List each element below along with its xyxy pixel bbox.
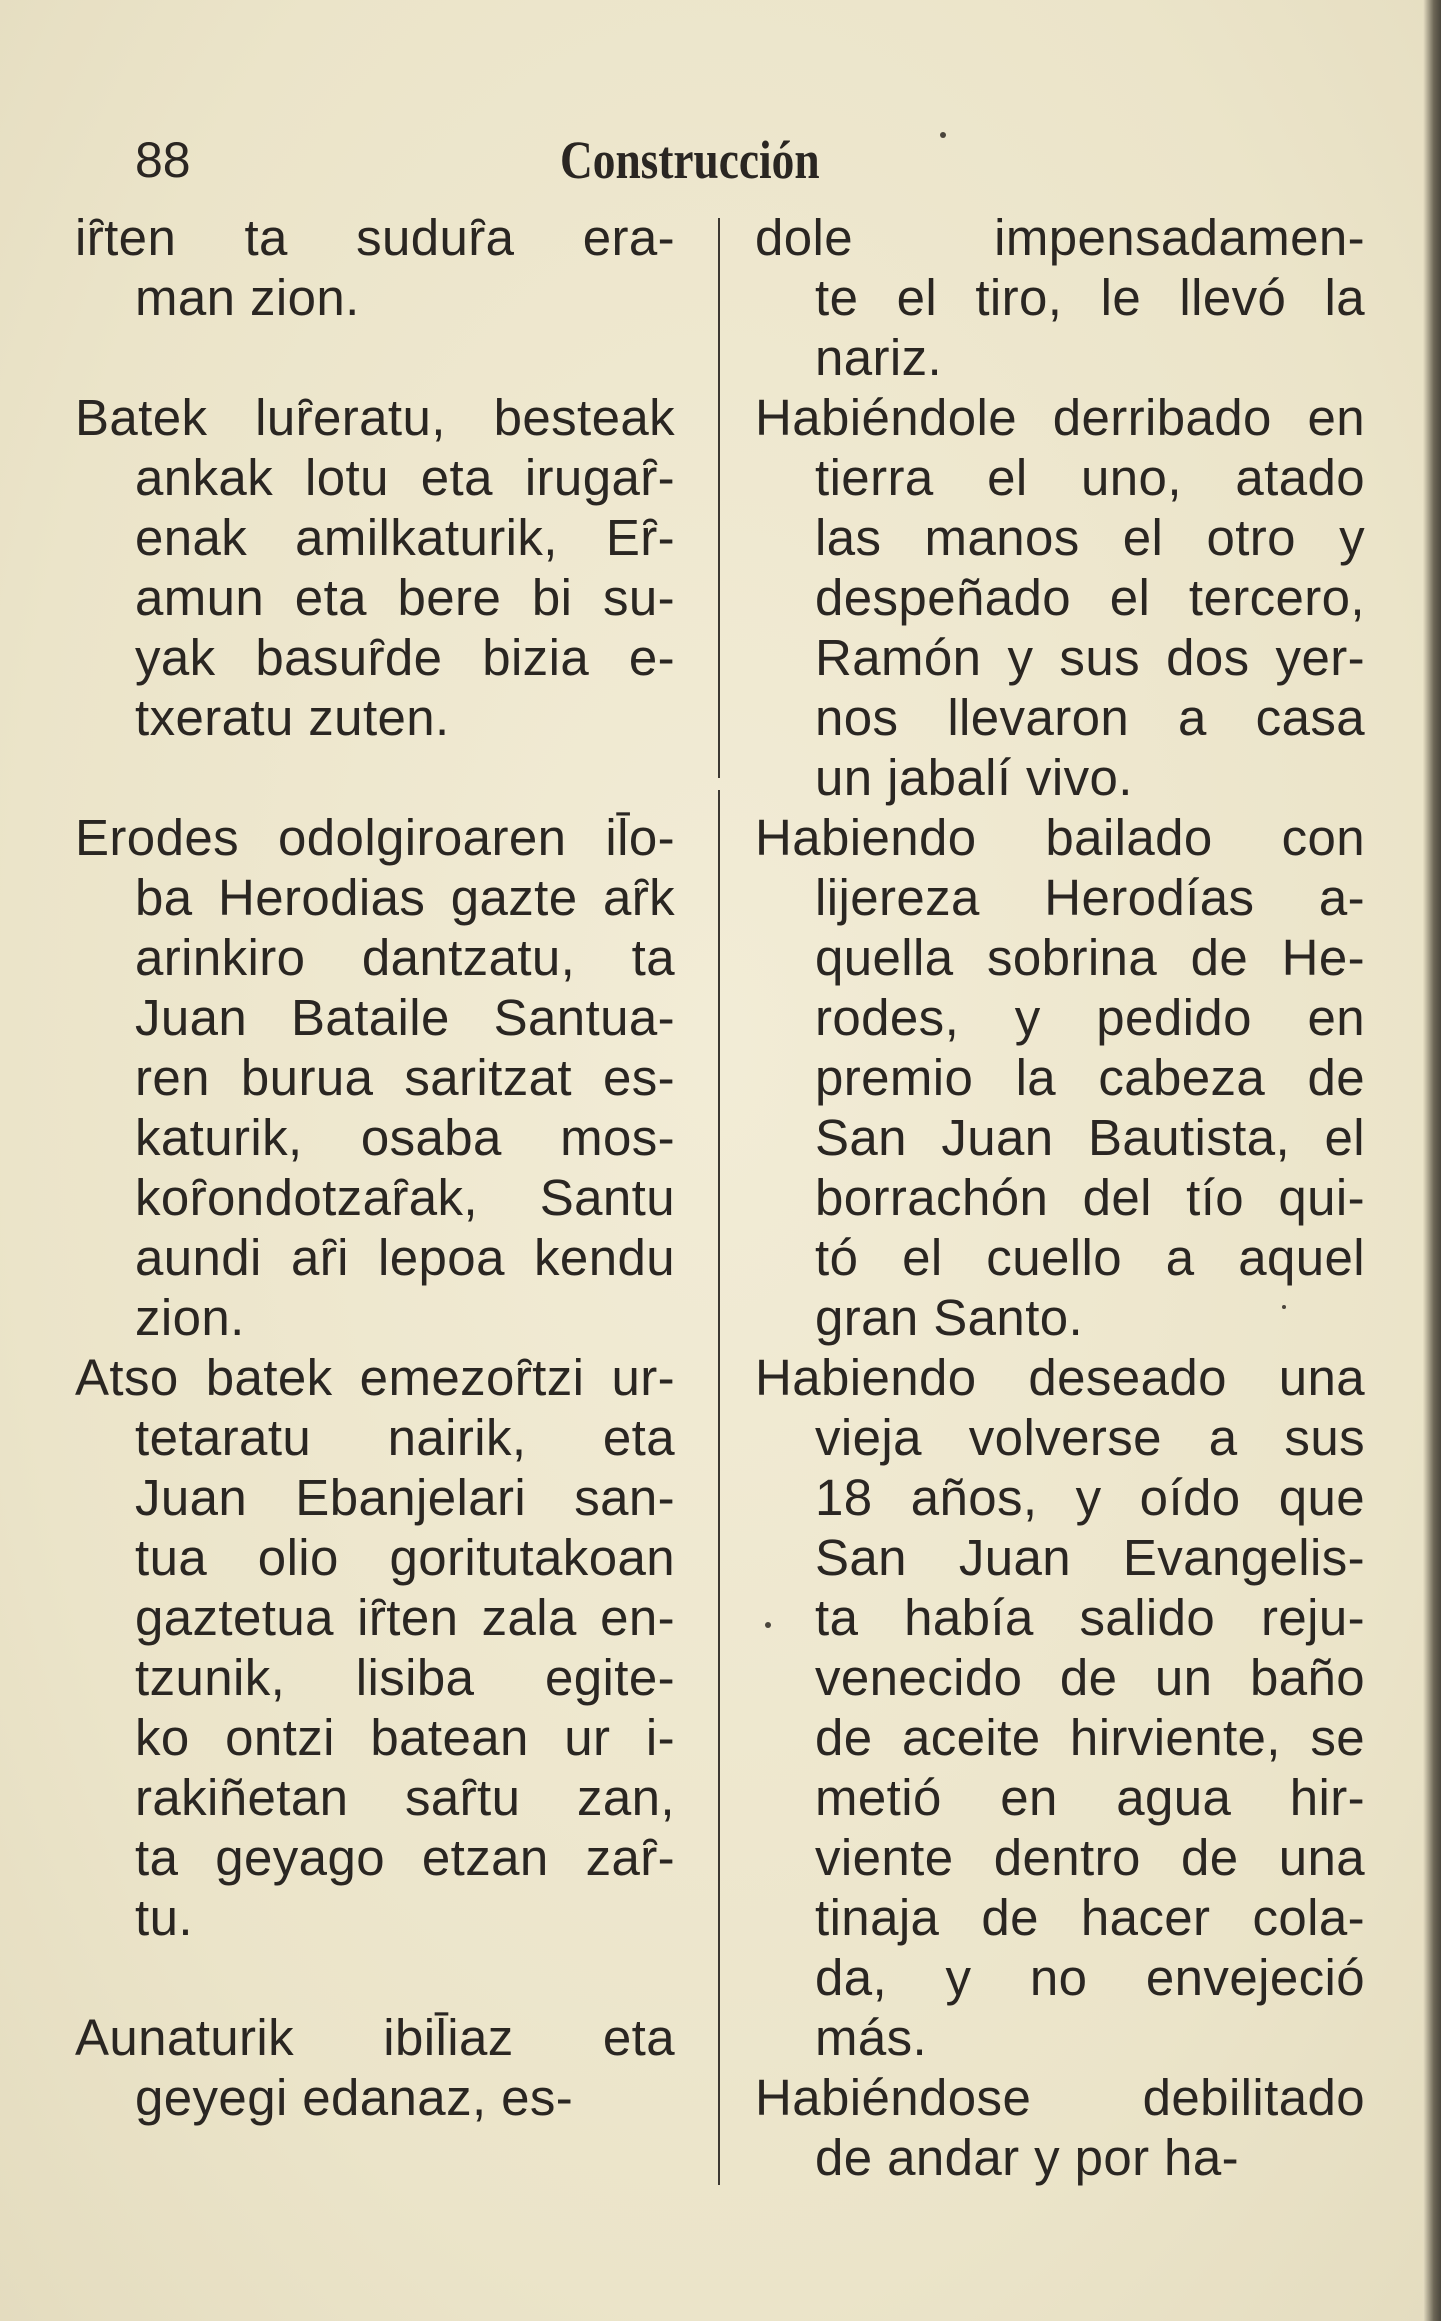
spanish-text-line: un jabalí vivo. bbox=[815, 749, 1133, 806]
basque-text-line: Juan Bataile Santua- bbox=[135, 989, 675, 1046]
spanish-text-line: viente dentro de una bbox=[815, 1829, 1365, 1886]
spanish-text-line: dole impensadamen- bbox=[755, 209, 1365, 266]
basque-text-line: tzunik, lisiba egite- bbox=[135, 1649, 675, 1706]
print-speck bbox=[1282, 1305, 1286, 1309]
basque-text-line: man zion. bbox=[135, 269, 360, 326]
basque-column bbox=[75, 208, 675, 2128]
paragraph-gap bbox=[75, 328, 675, 388]
spanish-paragraph bbox=[755, 808, 1365, 1348]
spanish-text-line: venecido de un baño bbox=[815, 1649, 1365, 1706]
spanish-paragraph bbox=[755, 388, 1365, 808]
spanish-text-line: de aceite hirviente, se bbox=[815, 1709, 1365, 1766]
basque-text-line: Aunaturik ibil̄iaz eta bbox=[75, 2009, 675, 2066]
page-edge-shadow bbox=[1423, 0, 1441, 2321]
spanish-text-line: las manos el otro y bbox=[815, 509, 1365, 566]
basque-text-line: Juan Ebanjelari san- bbox=[135, 1469, 675, 1526]
basque-text-line: tetaratu nairik, eta bbox=[135, 1409, 675, 1466]
print-speck bbox=[940, 132, 946, 138]
page-header bbox=[135, 130, 875, 190]
spanish-column bbox=[755, 208, 1365, 2188]
spanish-text-line: nariz. bbox=[815, 329, 943, 386]
spanish-text-line: quella sobrina de He- bbox=[815, 929, 1365, 986]
spanish-text-line: 18 años, y oído que bbox=[815, 1469, 1365, 1526]
page-number: 88 bbox=[135, 132, 191, 188]
basque-paragraph bbox=[75, 808, 675, 1348]
basque-text-line: ta geyago etzan zaȓ- bbox=[135, 1829, 675, 1886]
spanish-text-line: despeñado el tercero, bbox=[815, 569, 1365, 626]
basque-paragraph bbox=[75, 2008, 675, 2128]
basque-text-line: txeratu zuten. bbox=[135, 689, 450, 746]
spanish-text-line: tó el cuello a aquel bbox=[815, 1229, 1365, 1286]
spanish-text-line: gran Santo. bbox=[815, 1289, 1084, 1346]
basque-text-line: ren burua saritzat es- bbox=[135, 1049, 675, 1106]
basque-text-line: Erodes odolgiroaren il̄o- bbox=[75, 809, 675, 866]
spanish-text-line: premio la cabeza de bbox=[815, 1049, 1365, 1106]
basque-text-line: tu. bbox=[135, 1889, 193, 1946]
spanish-text-line: borrachón del tío qui- bbox=[815, 1169, 1365, 1226]
basque-paragraph bbox=[75, 388, 675, 748]
basque-text-line: geyegi edanaz, es- bbox=[135, 2069, 574, 2126]
basque-text-line: katurik, osaba mos- bbox=[135, 1109, 675, 1166]
spanish-text-line: tinaja de hacer cola- bbox=[815, 1889, 1365, 1946]
spanish-text-line: te el tiro, le llevó la bbox=[815, 269, 1365, 326]
spanish-text-line: San Juan Bautista, el bbox=[815, 1109, 1365, 1166]
spanish-text-line: de andar y por ha- bbox=[815, 2129, 1239, 2186]
basque-text-line: iȓten ta suduȓa era- bbox=[75, 209, 675, 266]
spanish-text-line: tierra el uno, atado bbox=[815, 449, 1365, 506]
basque-text-line: Atso batek emezoȓtzi ur- bbox=[75, 1349, 675, 1406]
paragraph-gap bbox=[75, 748, 675, 808]
basque-text-line: rakiñetan saȓtu zan, bbox=[135, 1769, 675, 1826]
paragraph-gap bbox=[75, 1948, 675, 2008]
spanish-text-line: lijereza Herodías a- bbox=[815, 869, 1365, 926]
spanish-text-line: Habiéndose debilitado bbox=[755, 2069, 1365, 2126]
spanish-text-line: Habiéndole derribado en bbox=[755, 389, 1365, 446]
basque-text-line: tua olio goritutakoan bbox=[135, 1529, 675, 1586]
running-title: Construcción bbox=[560, 130, 820, 190]
basque-text-line: aundi aȓi lepoa kendu bbox=[135, 1229, 675, 1286]
basque-text-line: ko ontzi batean ur i- bbox=[135, 1709, 675, 1766]
spanish-text-line: Ramón y sus dos yer- bbox=[815, 629, 1365, 686]
spanish-paragraph bbox=[755, 208, 1365, 388]
spanish-text-line: ta había salido reju- bbox=[815, 1589, 1365, 1646]
spanish-text-line: vieja volverse a sus bbox=[815, 1409, 1365, 1466]
spanish-text-line: rodes, y pedido en bbox=[815, 989, 1365, 1046]
basque-paragraph bbox=[75, 1348, 675, 1948]
basque-text-line: amun eta bere bi su- bbox=[135, 569, 675, 626]
basque-text-line: zion. bbox=[135, 1289, 245, 1346]
basque-paragraph bbox=[75, 208, 675, 328]
spanish-text-line: San Juan Evangelis- bbox=[815, 1529, 1365, 1586]
basque-text-line: yak basuȓde bizia e- bbox=[135, 629, 675, 686]
spanish-text-line: Habiendo deseado una bbox=[755, 1349, 1365, 1406]
spanish-text-line: Habiendo bailado con bbox=[755, 809, 1365, 866]
spanish-text-line: metió en agua hir- bbox=[815, 1769, 1365, 1826]
spanish-text-line: más. bbox=[815, 2009, 928, 2066]
basque-text-line: ba Herodias gazte aȓk bbox=[135, 869, 675, 926]
basque-text-line: arinkiro dantzatu, ta bbox=[135, 929, 675, 986]
basque-text-line: koȓondotzaȓak, Santu bbox=[135, 1169, 675, 1226]
basque-text-line: gaztetua iȓten zala en- bbox=[135, 1589, 675, 1646]
spanish-paragraph bbox=[755, 2068, 1365, 2188]
print-speck bbox=[765, 1622, 771, 1628]
basque-text-line: Batek luȓeratu, besteak bbox=[75, 389, 675, 446]
spanish-paragraph bbox=[755, 1348, 1365, 2068]
column-divider-lower bbox=[718, 790, 720, 2185]
basque-text-line: enak amilkaturik, Eȓ- bbox=[135, 509, 675, 566]
basque-text-line: ankak lotu eta irugaȓ- bbox=[135, 449, 675, 506]
column-divider-upper bbox=[718, 218, 720, 778]
spanish-text-line: da, y no envejeció bbox=[815, 1949, 1365, 2006]
spanish-text-line: nos llevaron a casa bbox=[815, 689, 1365, 746]
